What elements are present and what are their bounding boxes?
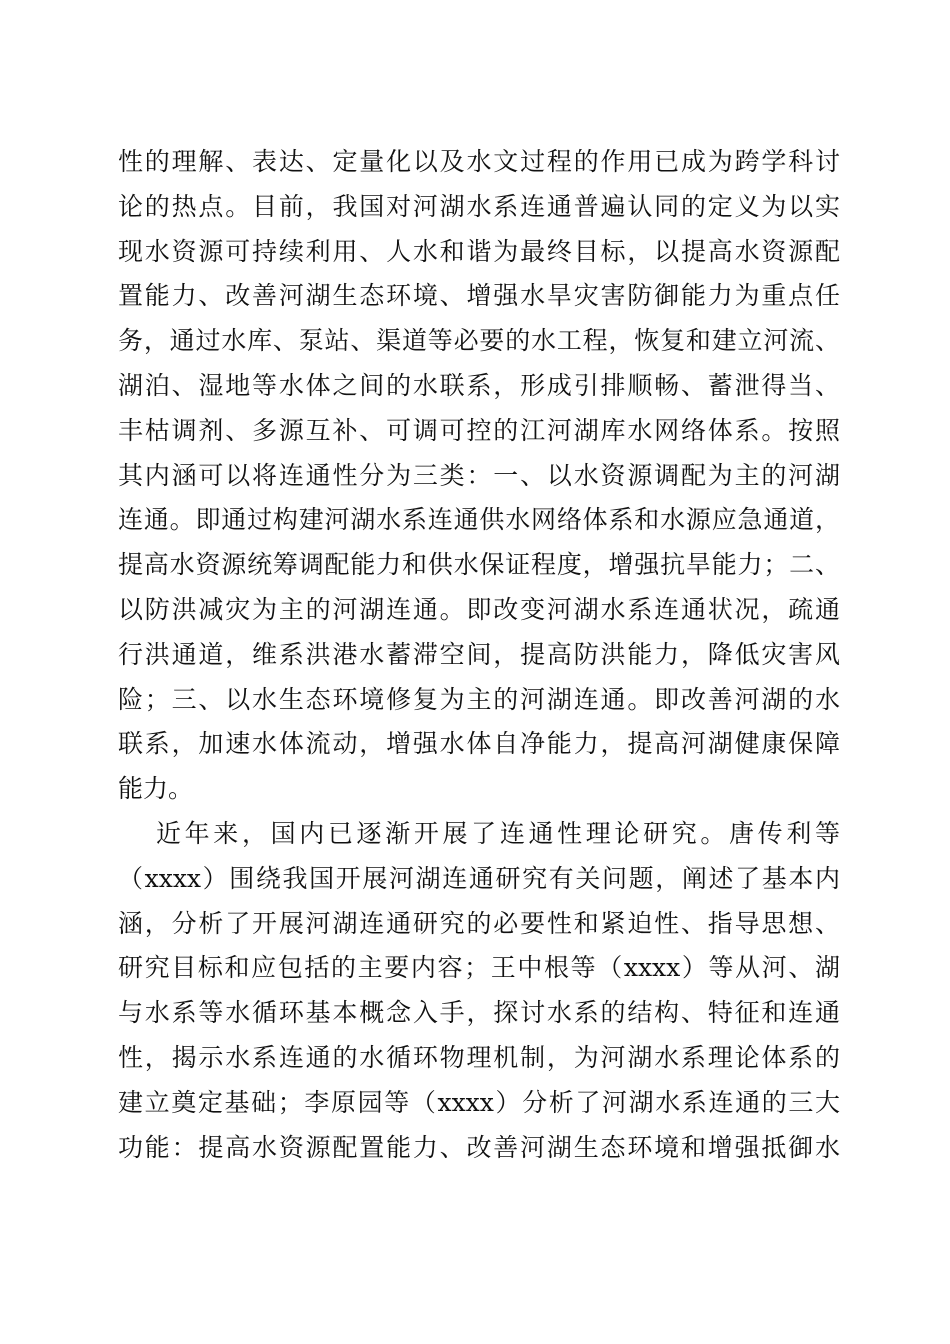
text-line: 提高水资源统筹调配能力和供水保证程度，增强抗旱能力；二、: [118, 550, 840, 580]
body-text: [118, 140, 840, 1170]
text-line: 险；三、以水生态环境修复为主的河湖连通。即改善河湖的水: [118, 684, 840, 714]
text-line: 论的热点。目前，我国对河湖水系连通普遍认同的定义为以实: [118, 191, 840, 221]
text-line: 置能力、改善河湖生态环境、增强水旱灾害防御能力为重点任: [118, 281, 840, 311]
text-line: 近年来，国内已逐渐开展了连通性理论研究。唐传利等: [156, 818, 840, 848]
text-line: 研究目标和应包括的主要内容；王中根等（xxxx）等从河、湖: [118, 953, 840, 983]
text-line: 与水系等水循环基本概念入手，探讨水系的结构、特征和连通: [118, 998, 840, 1028]
text-line: 涵，分析了开展河湖连通研究的必要性和紧迫性、指导思想、: [118, 908, 840, 938]
text-line: 功能：提高水资源配置能力、改善河湖生态环境和增强抵御水: [118, 1132, 840, 1162]
paragraph-connectivity-definition: [118, 140, 840, 812]
text-line: 建立奠定基础；李原园等（xxxx）分析了河湖水系连通的三大: [118, 1087, 840, 1117]
paragraph-research-review: [118, 812, 840, 1170]
text-line: 丰枯调剂、多源互补、可调可控的江河湖库水网络体系。按照: [118, 415, 840, 445]
text-line: 以防洪减灾为主的河湖连通。即改变河湖水系连通状况，疏通: [118, 594, 840, 624]
text-line: 行洪通道，维系洪港水蓄滞空间，提高防洪能力，降低灾害风: [118, 639, 840, 669]
text-line: （xxxx）围绕我国开展河湖连通研究有关问题，阐述了基本内: [118, 863, 840, 893]
text-line: 联系，加速水体流动，增强水体自净能力，提高河湖健康保障: [118, 729, 840, 759]
text-line: 性的理解、表达、定量化以及水文过程的作用已成为跨学科讨: [118, 147, 840, 176]
text-line: 务，通过水库、泵站、渠道等必要的水工程，恢复和建立河流、: [118, 326, 840, 356]
text-line: 连通。即通过构建河湖水系连通供水网络体系和水源应急通道，: [118, 505, 840, 535]
text-line: 其内涵可以将连通性分为三类：一、以水资源调配为主的河湖: [118, 460, 840, 490]
text-line: 性，揭示水系连通的水循环物理机制，为河湖水系理论体系的: [118, 1042, 840, 1072]
text-line: 能力。: [118, 774, 194, 804]
text-line: 湖泊、湿地等水体之间的水联系，形成引排顺畅、蓄泄得当、: [118, 370, 840, 400]
text-line: 现水资源可持续利用、人水和谐为最终目标，以提高水资源配: [118, 236, 840, 266]
